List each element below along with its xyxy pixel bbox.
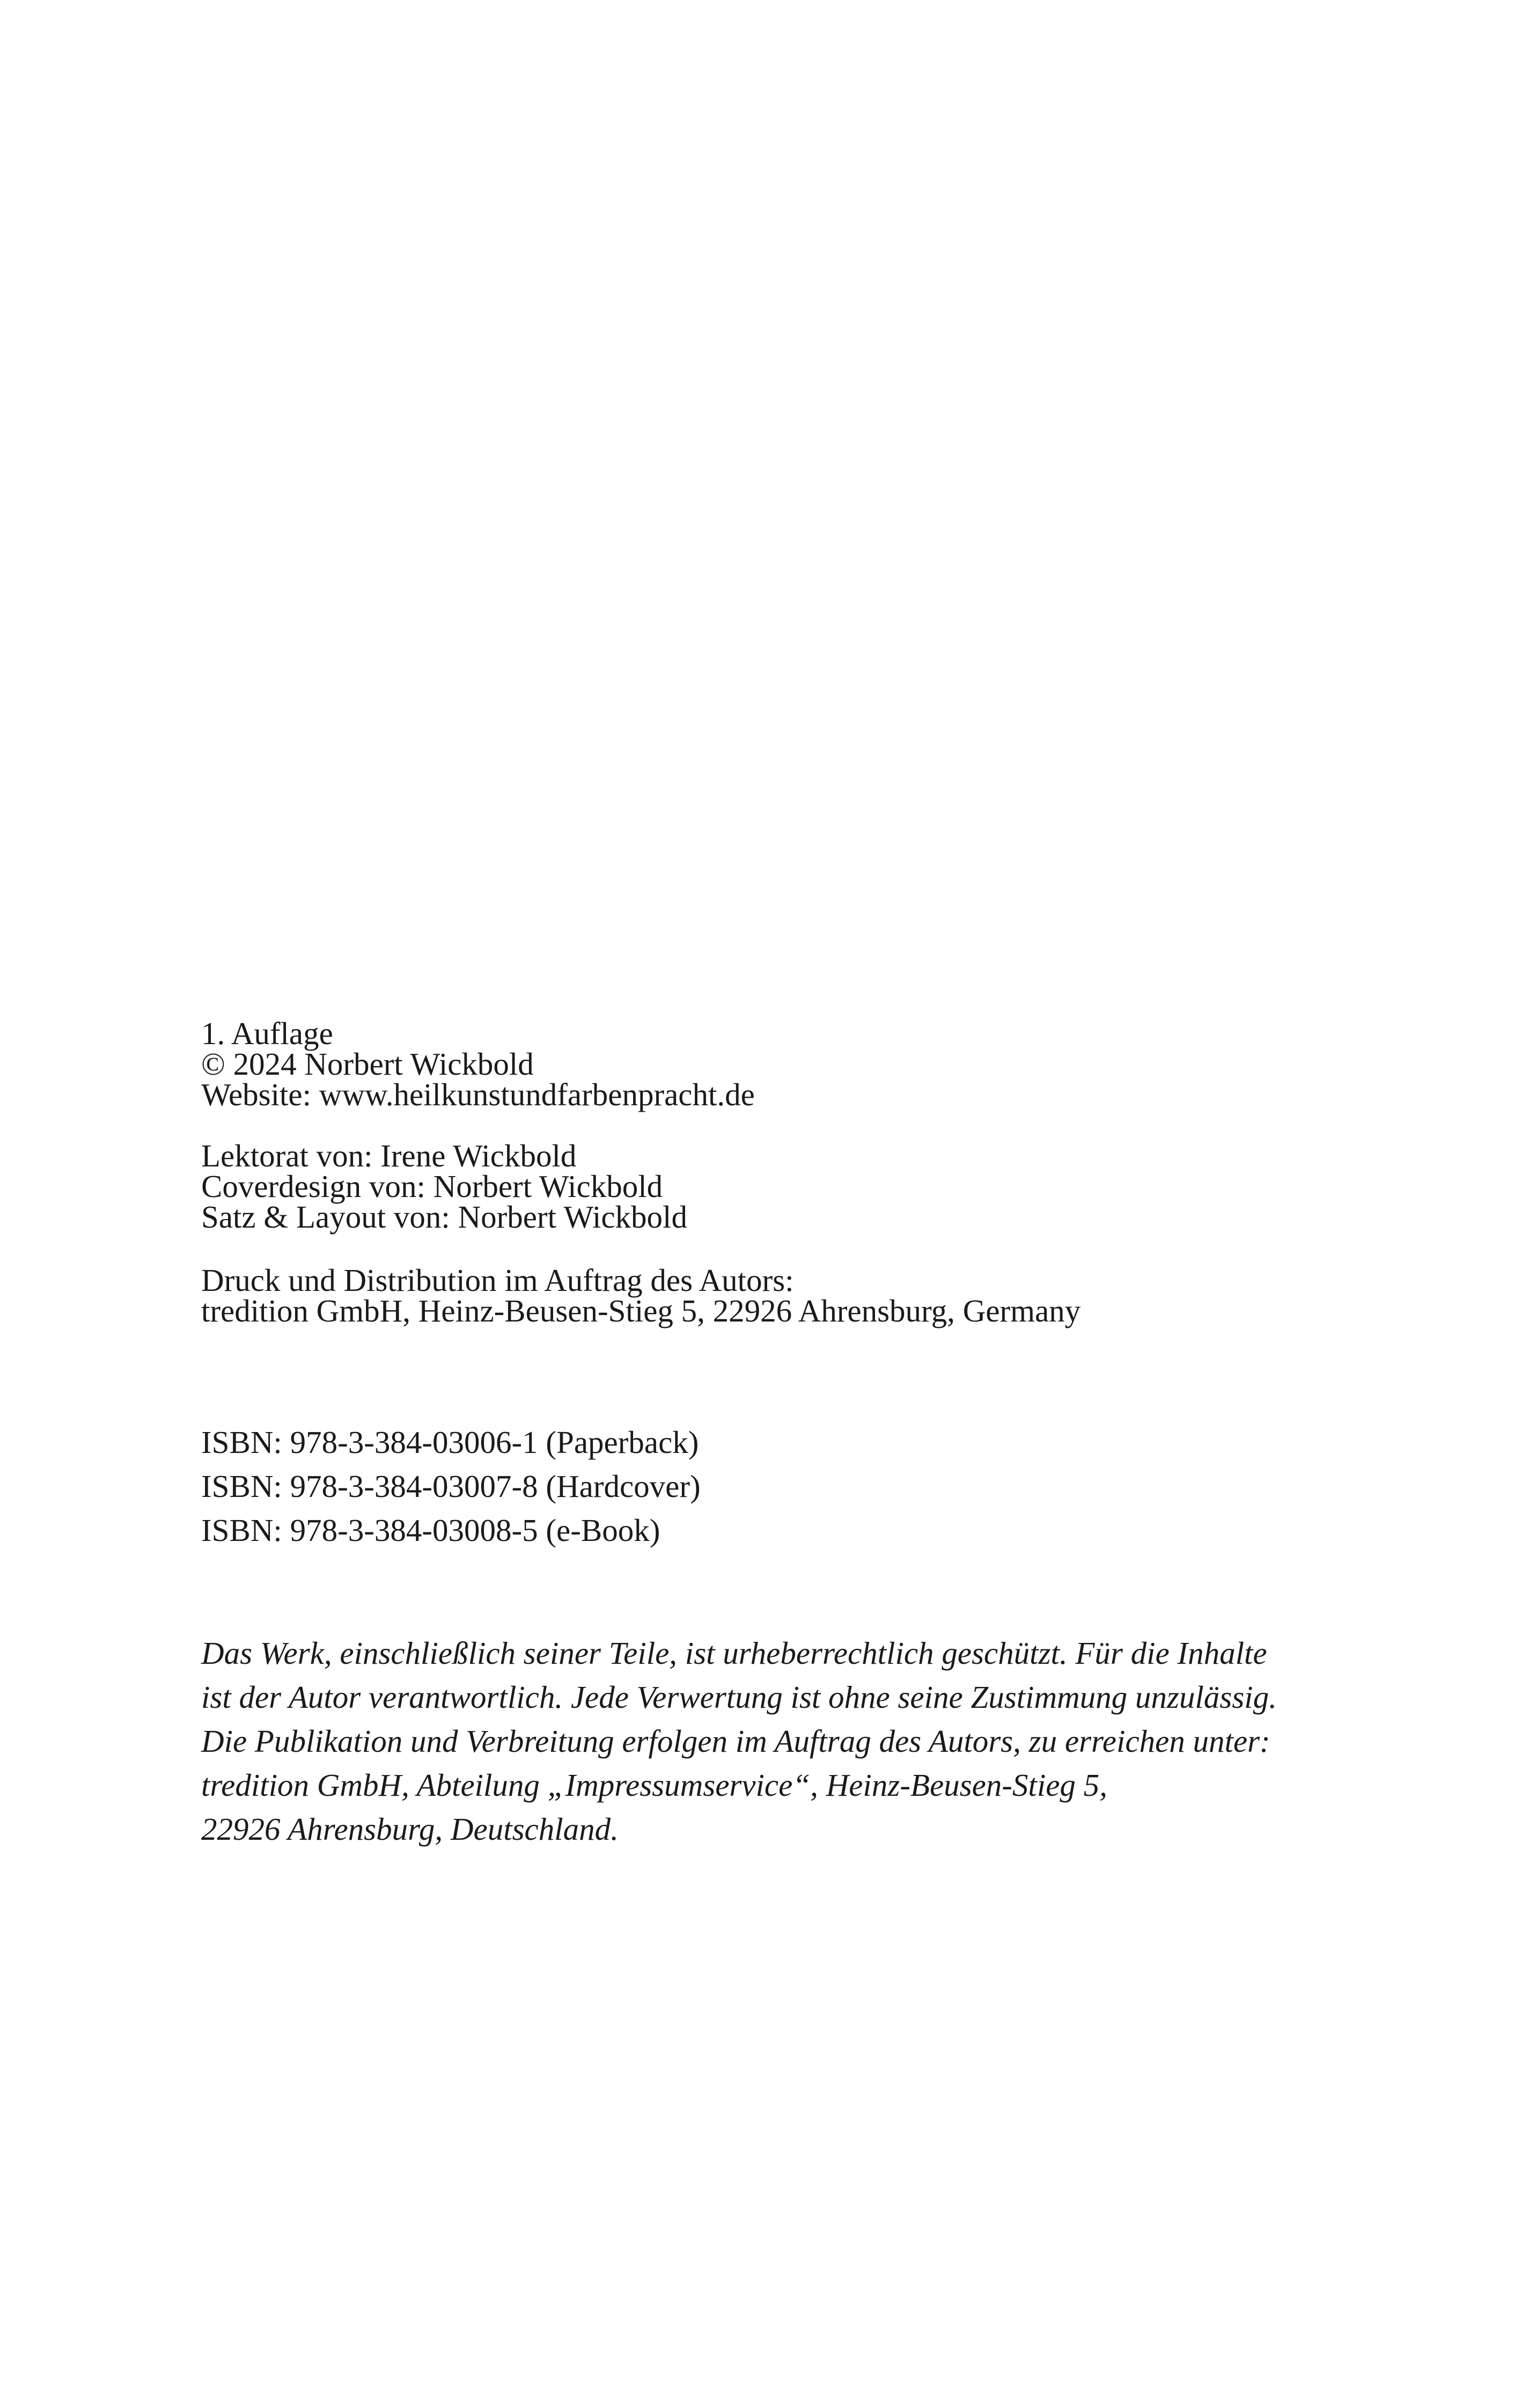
legal-notice <box>201 1631 1277 1851</box>
edition-line: 1. Auflage <box>201 1016 333 1051</box>
isbn-hardcover: ISBN: 978-3-384-03007-8 (Hardcover) <box>201 1469 701 1504</box>
isbn-ebook: ISBN: 978-3-384-03008-5 (e-Book) <box>201 1513 660 1548</box>
legal-line: Das Werk, einschließlich seiner Teile, ist urheberrechtlich geschützt. Für die Inhalte <box>201 1635 1267 1671</box>
isbn-paperback: ISBN: 978-3-384-03006-1 (Paperback) <box>201 1425 699 1460</box>
typesetting-credit: Satz & Layout von: Norbert Wickbold <box>201 1199 687 1235</box>
distribution-address: tredition GmbH, Heinz-Beusen-Stieg 5, 22926 Ahrensburg, Germany <box>201 1293 1081 1328</box>
cover-design-credit: Coverdesign von: Norbert Wickbold <box>201 1169 663 1204</box>
copyright-line: © 2024 Norbert Wickbold <box>201 1046 534 1082</box>
website-line: Website: www.heilkunstundfarbenpracht.de <box>201 1077 755 1112</box>
edition-info <box>201 1018 755 1110</box>
distribution-heading: Druck und Distribution im Auftrag des Autors: <box>201 1262 794 1298</box>
legal-line: tredition GmbH, Abteilung „Impressumservice“, Heinz-Beusen-Stieg 5, <box>201 1767 1107 1803</box>
legal-line: 22926 Ahrensburg, Deutschland. <box>201 1811 619 1847</box>
editing-credit: Lektorat von: Irene Wickbold <box>201 1138 577 1173</box>
legal-line: ist der Autor verantwortlich. Jede Verwertung ist ohne seine Zustimmung unzulässig. <box>201 1679 1277 1715</box>
credits-info <box>201 1138 687 1235</box>
distribution-info <box>201 1262 1081 1328</box>
legal-line: Die Publikation und Verbreitung erfolgen im Auftrag des Autors, zu erreichen unter: <box>201 1723 1270 1759</box>
isbn-list <box>201 1420 701 1552</box>
